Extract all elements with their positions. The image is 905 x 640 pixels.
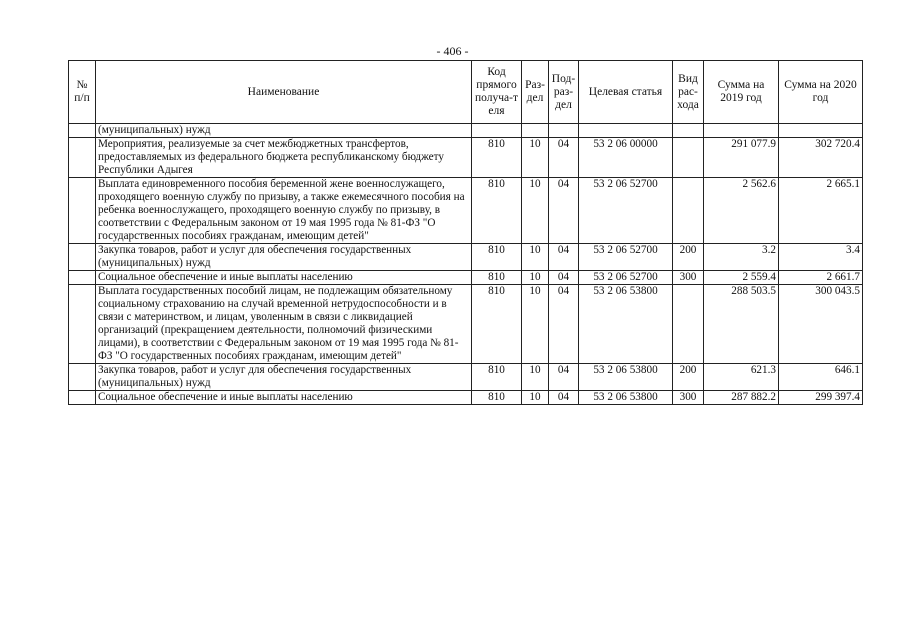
table-row <box>69 364 863 391</box>
table-header-row <box>69 61 863 124</box>
row-section: 10 <box>522 244 549 271</box>
row-name: Выплата государственных пособий лицам, не подлежащим обязательному социальному страхованию на случай временной нетрудоспособности и в связи с материнством, и лицам, уволенным в связи с ликвидацией организаций (прекращением деятельности, полномочий физическими лицами), в соответствии с Федеральным законом от 19 мая 1995 года № 81-ФЗ "О государственных пособиях гражданам, имеющим детей" <box>96 285 472 364</box>
row-target <box>579 124 673 138</box>
row-name: Социальное обеспечение и иные выплаты населению <box>96 271 472 285</box>
row-expense <box>673 178 704 244</box>
header-section: Раз-дел <box>522 61 549 124</box>
row-expense <box>673 138 704 178</box>
row-expense: 300 <box>673 271 704 285</box>
table-row <box>69 124 863 138</box>
row-name: Закупка товаров, работ и услуг для обеспечения государственных (муниципальных) нужд <box>96 364 472 391</box>
row-num <box>69 178 96 244</box>
header-subsection: Под-раз-дел <box>549 61 579 124</box>
row-target: 53 2 06 52700 <box>579 271 673 285</box>
row-num <box>69 285 96 364</box>
row-sum-2019: 287 882.2 <box>704 391 779 405</box>
row-num <box>69 124 96 138</box>
row-code: 810 <box>472 271 522 285</box>
row-section: 10 <box>522 138 549 178</box>
row-subsection: 04 <box>549 138 579 178</box>
row-sum-2019: 291 077.9 <box>704 138 779 178</box>
row-code: 810 <box>472 178 522 244</box>
row-name: Выплата единовременного пособия беременной жене военнослужащего, проходящего военную службу по призыву, а также ежемесячного пособия на ребенка военнослужащего, проходящего военную службу по призыву, в соответствии с Федеральным законом от 19 мая 1995 года № 81-ФЗ "О государственных пособиях гражданам, имеющим детей" <box>96 178 472 244</box>
table-row <box>69 178 863 244</box>
row-code: 810 <box>472 364 522 391</box>
page-number: - 406 - <box>436 44 469 58</box>
row-section: 10 <box>522 364 549 391</box>
row-subsection: 04 <box>549 178 579 244</box>
row-expense <box>673 285 704 364</box>
row-sum-2019: 2 562.6 <box>704 178 779 244</box>
row-sum-2019: 3.2 <box>704 244 779 271</box>
row-name: Мероприятия, реализуемые за счет межбюджетных трансфертов, предоставляемых из федерального бюджета республиканскому бюджету Республики Адыгея <box>96 138 472 178</box>
row-target: 53 2 06 00000 <box>579 138 673 178</box>
table-row <box>69 285 863 364</box>
row-target: 53 2 06 53800 <box>579 285 673 364</box>
row-target: 53 2 06 53800 <box>579 364 673 391</box>
row-subsection: 04 <box>549 364 579 391</box>
row-code: 810 <box>472 391 522 405</box>
row-num <box>69 271 96 285</box>
row-num <box>69 244 96 271</box>
row-code: 810 <box>472 138 522 178</box>
row-subsection: 04 <box>549 271 579 285</box>
header-sum-2020: Сумма на 2020 год <box>779 61 863 124</box>
header-sum-2019: Сумма на 2019 год <box>704 61 779 124</box>
row-expense <box>673 124 704 138</box>
table-row <box>69 138 863 178</box>
row-expense: 200 <box>673 364 704 391</box>
row-sum-2020: 2 665.1 <box>779 178 863 244</box>
row-target: 53 2 06 52700 <box>579 244 673 271</box>
row-section <box>522 124 549 138</box>
budget-table <box>68 60 863 405</box>
row-code: 810 <box>472 285 522 364</box>
row-expense: 200 <box>673 244 704 271</box>
row-target: 53 2 06 53800 <box>579 391 673 405</box>
row-expense: 300 <box>673 391 704 405</box>
table-row <box>69 391 863 405</box>
row-name: Социальное обеспечение и иные выплаты населению <box>96 391 472 405</box>
header-name: Наименование <box>96 61 472 124</box>
row-code <box>472 124 522 138</box>
table-row <box>69 271 863 285</box>
row-sum-2020: 299 397.4 <box>779 391 863 405</box>
header-num: № п/п <box>69 61 96 124</box>
row-sum-2019: 288 503.5 <box>704 285 779 364</box>
table-row <box>69 244 863 271</box>
row-sum-2020: 2 661.7 <box>779 271 863 285</box>
row-sum-2019: 621.3 <box>704 364 779 391</box>
row-sum-2019 <box>704 124 779 138</box>
header-target: Целевая статья <box>579 61 673 124</box>
row-code: 810 <box>472 244 522 271</box>
row-num <box>69 364 96 391</box>
row-subsection: 04 <box>549 391 579 405</box>
row-name: (муниципальных) нужд <box>96 124 472 138</box>
row-num <box>69 391 96 405</box>
row-subsection: 04 <box>549 285 579 364</box>
row-section: 10 <box>522 178 549 244</box>
row-num <box>69 138 96 178</box>
row-section: 10 <box>522 285 549 364</box>
row-sum-2020: 300 043.5 <box>779 285 863 364</box>
row-section: 10 <box>522 271 549 285</box>
row-sum-2020: 646.1 <box>779 364 863 391</box>
row-section: 10 <box>522 391 549 405</box>
row-sum-2020: 302 720.4 <box>779 138 863 178</box>
row-sum-2020 <box>779 124 863 138</box>
row-subsection <box>549 124 579 138</box>
header-code: Код прямого получа-т еля <box>472 61 522 124</box>
row-name: Закупка товаров, работ и услуг для обеспечения государственных (муниципальных) нужд <box>96 244 472 271</box>
row-target: 53 2 06 52700 <box>579 178 673 244</box>
row-subsection: 04 <box>549 244 579 271</box>
row-sum-2020: 3.4 <box>779 244 863 271</box>
row-sum-2019: 2 559.4 <box>704 271 779 285</box>
header-expense: Вид рас-хода <box>673 61 704 124</box>
